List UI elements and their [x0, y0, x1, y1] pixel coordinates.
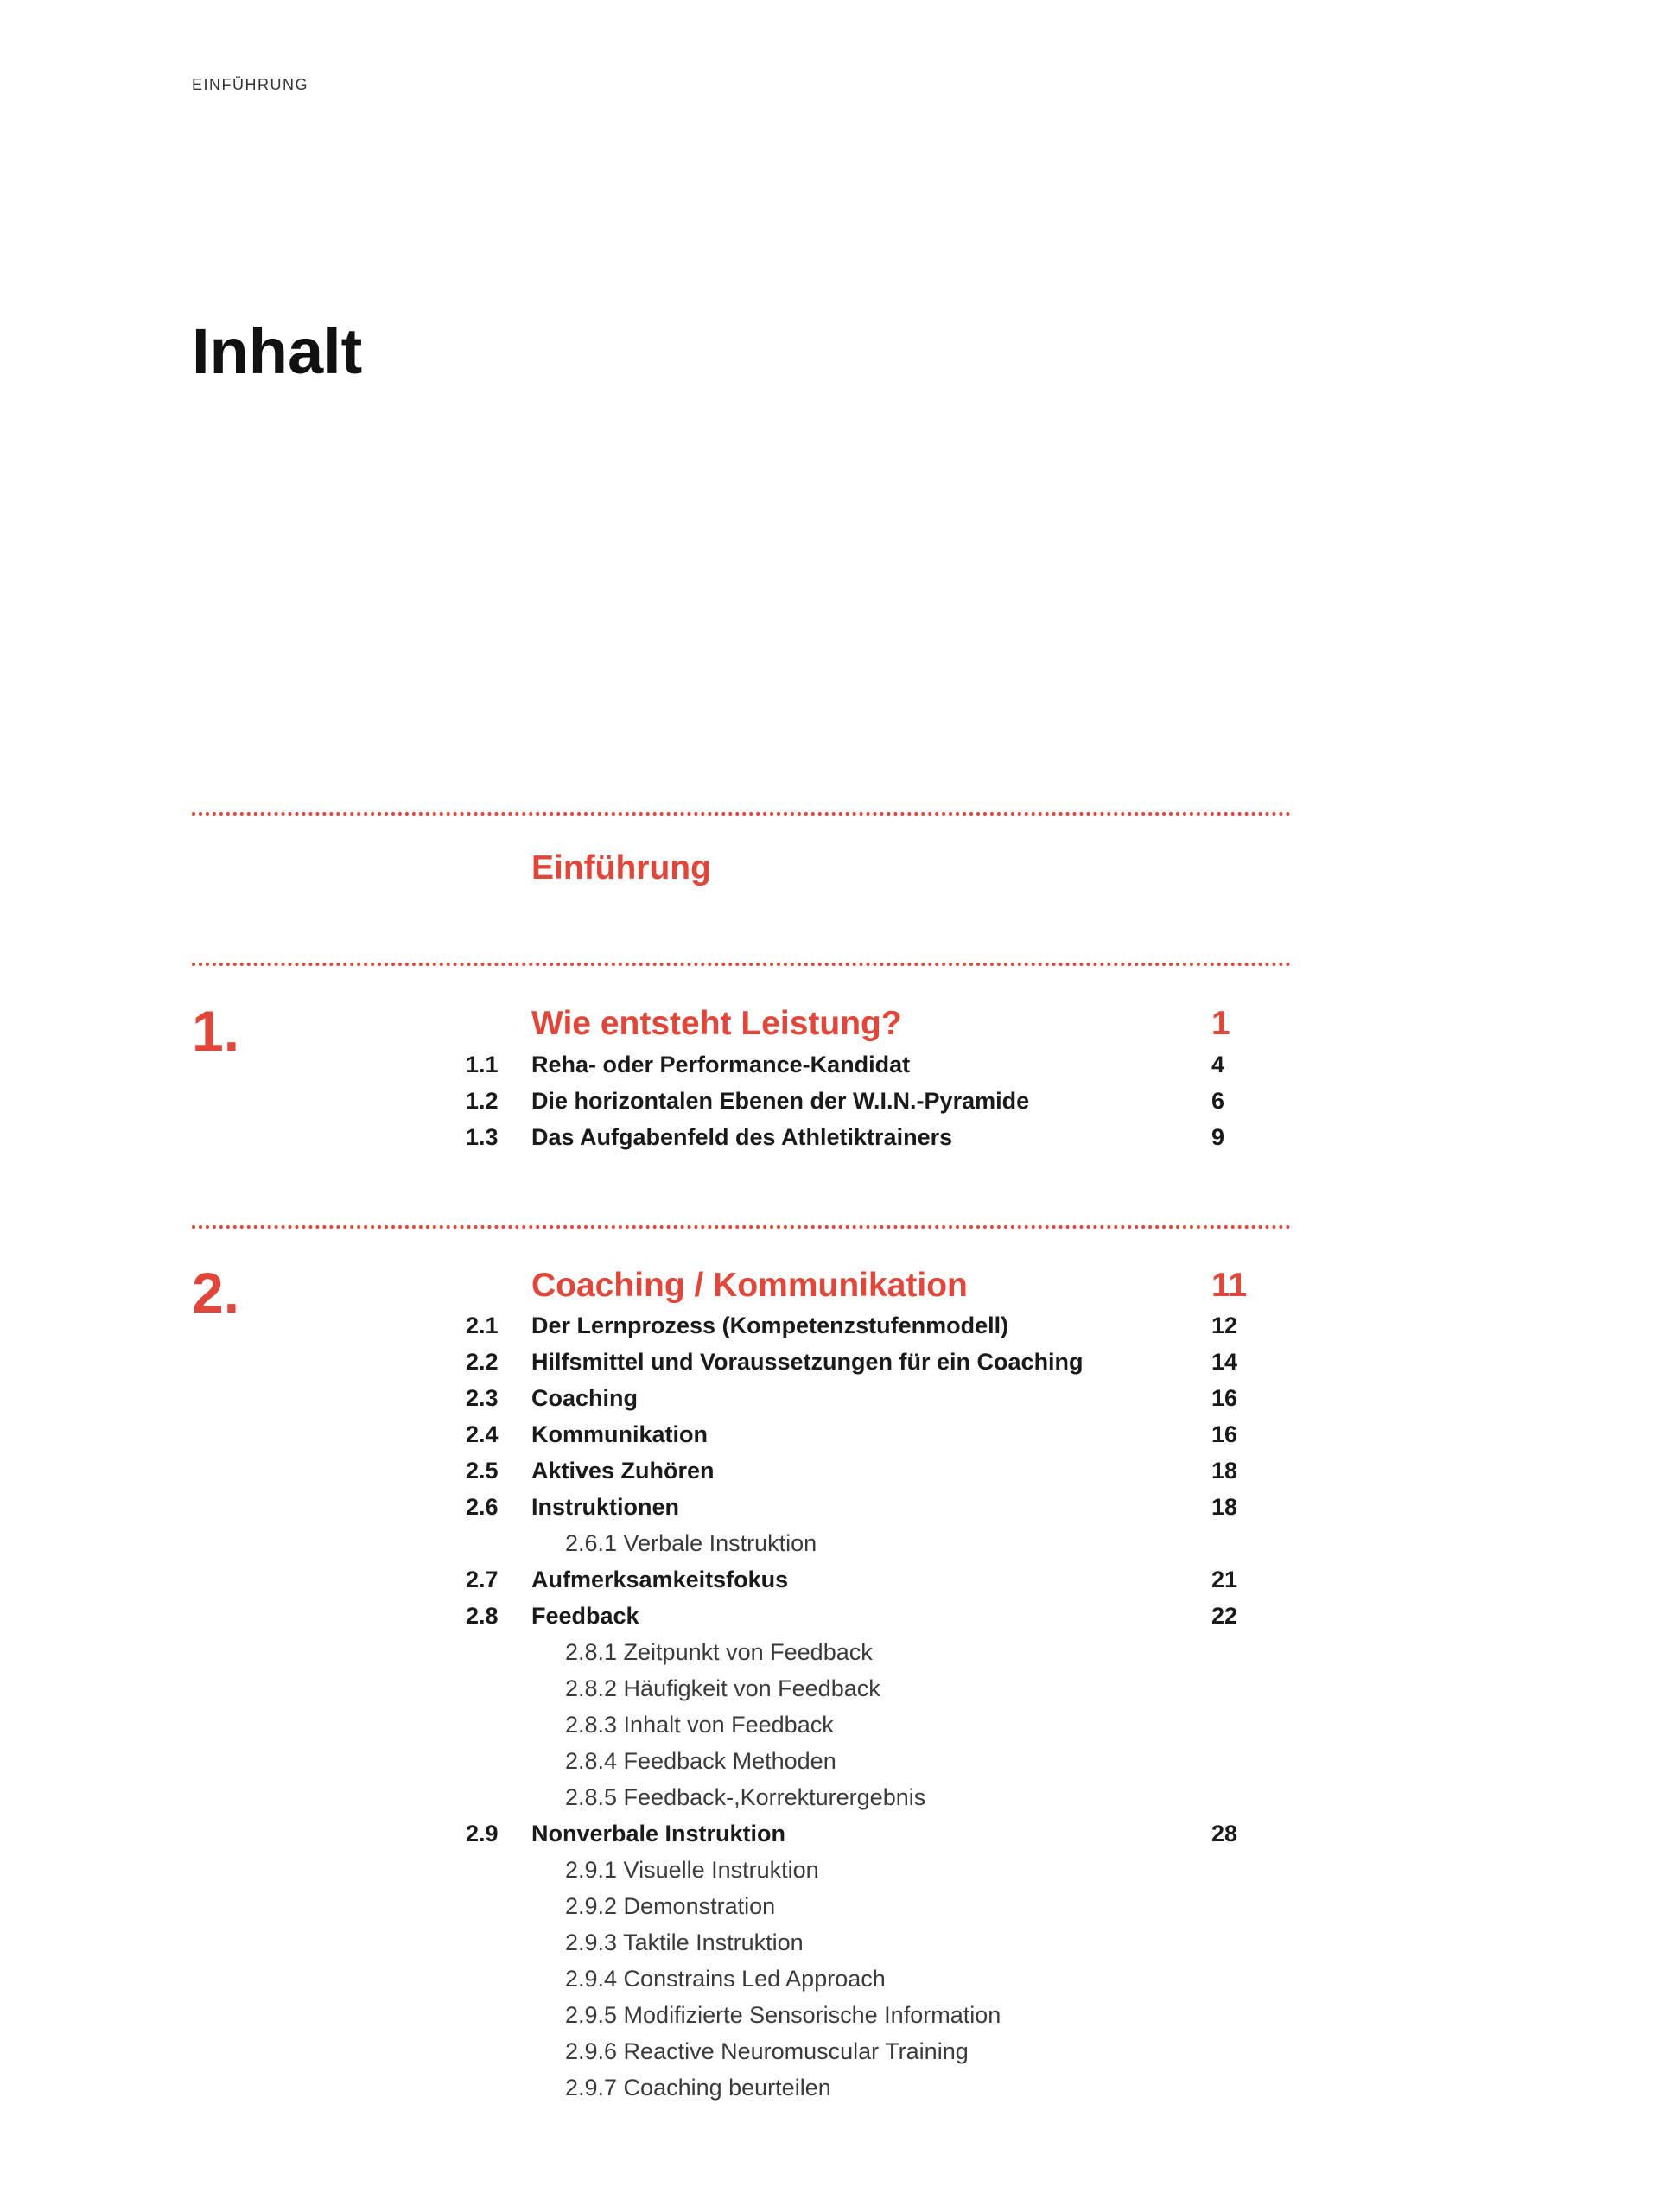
toc-subentry[interactable] — [192, 1744, 1291, 1778]
toc-entry[interactable] — [192, 1120, 1291, 1154]
entry-number: 2.1 — [466, 1313, 499, 1338]
toc-subentry[interactable] — [192, 1925, 1291, 1960]
entry-label: Hilfsmittel und Voraussetzungen für ein Coaching — [531, 1349, 1084, 1375]
entry-label: 2.9.4 Constrains Led Approach — [565, 1966, 886, 1992]
entry-label: 2.9.7 Coaching beurteilen — [565, 2075, 831, 2101]
entry-label: Aufmerksamkeitsfokus — [531, 1567, 789, 1592]
section-title[interactable]: Coaching / Kommunikation — [531, 1267, 968, 1304]
section-title[interactable]: Wie entsteht Leistung? — [531, 1005, 902, 1042]
toc-subentry[interactable] — [192, 1889, 1291, 1923]
toc-subentry[interactable] — [192, 2034, 1291, 2069]
entry-label: 2.6.1 Verbale Instruktion — [565, 1530, 817, 1556]
running-head: EINFÜHRUNG — [192, 76, 308, 93]
entry-label: 2.9.1 Visuelle Instruktion — [565, 1857, 819, 1883]
section-page: 1 — [1211, 1005, 1230, 1042]
entry-number: 2.6 — [466, 1494, 499, 1520]
entry-page: 16 — [1211, 1385, 1238, 1411]
dotted-divider — [192, 963, 1291, 966]
toc-entry[interactable] — [192, 1344, 1291, 1379]
toc-entry[interactable] — [192, 1599, 1291, 1633]
section-number: 1. — [192, 999, 240, 1063]
entry-page: 16 — [1211, 1421, 1238, 1447]
entry-page: 18 — [1211, 1494, 1238, 1520]
entry-label: 2.8.3 Inhalt von Feedback — [565, 1712, 834, 1738]
section-number: 2. — [192, 1261, 240, 1325]
entry-label: 2.9.2 Demonstration — [565, 1893, 776, 1919]
dotted-divider — [192, 1225, 1291, 1229]
entry-page: 28 — [1211, 1821, 1238, 1847]
entry-label: 2.8.5 Feedback-,Korrekturergebnis — [565, 1784, 926, 1810]
toc-subentry[interactable] — [192, 1998, 1291, 2032]
entry-number: 2.9 — [466, 1821, 499, 1847]
toc-subentry[interactable] — [192, 2070, 1291, 2105]
entry-label: Coaching — [531, 1385, 639, 1411]
entry-label: Reha- oder Performance-Kandidat — [531, 1052, 911, 1077]
toc-subentry[interactable] — [192, 1671, 1291, 1706]
toc-subentry[interactable] — [192, 1961, 1291, 1996]
entry-number: 2.3 — [466, 1385, 499, 1411]
entry-number: 1.1 — [466, 1052, 499, 1077]
entry-number: 2.2 — [466, 1349, 499, 1375]
entry-number: 1.3 — [466, 1124, 499, 1150]
entry-number: 2.5 — [466, 1458, 499, 1484]
toc-entry[interactable] — [192, 1417, 1291, 1452]
entry-label: 2.8.2 Häufigkeit von Feedback — [565, 1675, 880, 1701]
toc-entry[interactable] — [192, 1490, 1291, 1524]
entry-label: Das Aufgabenfeld des Athletiktrainers — [531, 1124, 953, 1150]
entry-page: 9 — [1211, 1124, 1225, 1150]
entry-label: 2.9.6 Reactive Neuromuscular Training — [565, 2038, 969, 2064]
entry-label: Instruktionen — [531, 1494, 680, 1520]
entry-number: 2.8 — [466, 1603, 499, 1629]
entry-page: 21 — [1211, 1567, 1238, 1592]
entry-page: 4 — [1211, 1052, 1225, 1077]
toc-entry[interactable] — [192, 1453, 1291, 1488]
entry-page: 22 — [1211, 1603, 1238, 1629]
toc-entry[interactable] — [192, 1816, 1291, 1851]
entry-page: 12 — [1211, 1313, 1238, 1338]
toc-subentry[interactable] — [192, 1635, 1291, 1669]
entry-page: 18 — [1211, 1458, 1238, 1484]
entry-label: Kommunikation — [531, 1421, 709, 1447]
page-title: Inhalt — [192, 315, 363, 387]
toc-subentry[interactable] — [192, 1526, 1291, 1560]
toc-entry[interactable] — [192, 1308, 1291, 1343]
entry-label: Nonverbale Instruktion — [531, 1821, 786, 1847]
entry-label: Die horizontalen Ebenen der W.I.N.-Pyramide — [531, 1088, 1030, 1114]
toc-entry[interactable] — [192, 1084, 1291, 1118]
entry-label: 2.8.4 Feedback Methoden — [565, 1748, 836, 1774]
entry-label: 2.9.5 Modifizierte Sensorische Information — [565, 2002, 1001, 2028]
dotted-divider — [192, 812, 1291, 816]
entry-number: 2.4 — [466, 1421, 499, 1447]
toc-entry[interactable] — [192, 1381, 1291, 1415]
entry-label: Der Lernprozess (Kompetenzstufenmodell) — [531, 1313, 1009, 1338]
entry-page: 6 — [1211, 1088, 1225, 1114]
entry-label: 2.9.3 Taktile Instruktion — [565, 1929, 804, 1955]
entry-label: 2.8.1 Zeitpunkt von Feedback — [565, 1639, 873, 1665]
toc-subentry[interactable] — [192, 1853, 1291, 1887]
toc-entry[interactable] — [192, 1562, 1291, 1597]
toc-subentry[interactable] — [192, 1707, 1291, 1742]
entry-number: 1.2 — [466, 1088, 499, 1114]
entry-page: 14 — [1211, 1349, 1238, 1375]
entry-label: Aktives Zuhören — [531, 1458, 715, 1484]
entry-number: 2.7 — [466, 1567, 499, 1592]
toc-subentry[interactable] — [192, 1780, 1291, 1815]
toc-entry[interactable] — [192, 1047, 1291, 1082]
section-page: 11 — [1211, 1267, 1248, 1304]
entry-label: Feedback — [531, 1603, 639, 1629]
intro-title[interactable]: Einführung — [531, 849, 711, 887]
